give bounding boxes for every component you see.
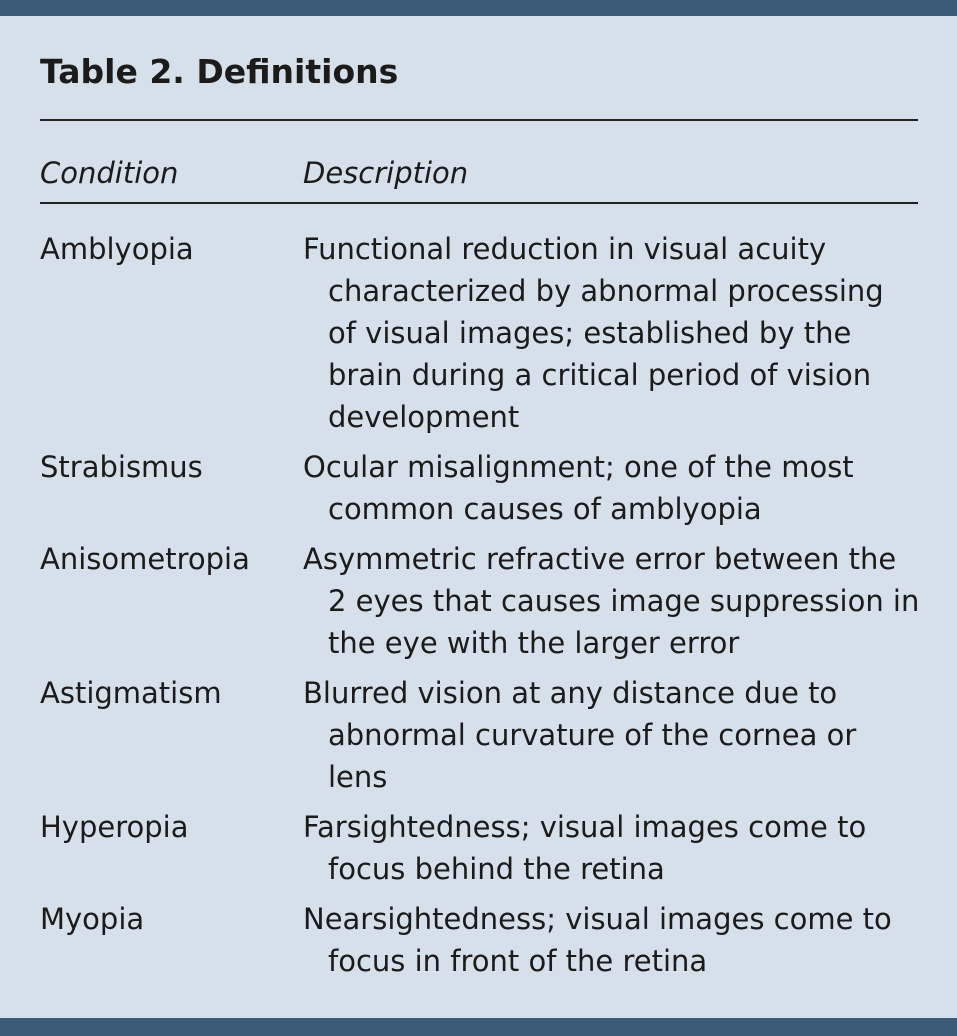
table-row [40, 446, 920, 530]
description-cell: Functional reduction in visual acuity characterized by abnormal processing of visual images; established by the brain during a critical period of vision development [303, 232, 884, 434]
column-header-condition: Condition [40, 156, 179, 190]
bottom-border-bar [0, 1018, 957, 1036]
title-divider [40, 119, 918, 121]
condition-cell: Amblyopia [40, 232, 194, 266]
condition-cell: Hyperopia [40, 810, 189, 844]
condition-cell: Strabismus [40, 450, 203, 484]
table-title: Table 2. Definitions [40, 52, 399, 91]
table-row [40, 538, 920, 664]
description-cell: Blurred vision at any distance due to abnormal curvature of the cornea or lens [303, 676, 857, 794]
table-row [40, 228, 920, 438]
table-row [40, 898, 920, 982]
description-cell: Nearsightedness; visual images come to focus in front of the retina [303, 902, 892, 978]
condition-cell: Anisometropia [40, 542, 250, 576]
definitions-table-body [40, 228, 920, 990]
condition-cell: Myopia [40, 902, 145, 936]
header-divider [40, 202, 918, 204]
condition-cell: Astigmatism [40, 676, 222, 710]
description-cell: Ocular misalignment; one of the most common causes of amblyopia [303, 450, 854, 526]
column-header-description: Description [303, 156, 469, 190]
description-cell: Farsightedness; visual images come to focus behind the retina [303, 810, 867, 886]
description-cell: Asymmetric refractive error between the 2 eyes that causes image suppression in the eye with the larger error [303, 542, 920, 660]
top-border-bar [0, 0, 957, 16]
table-row [40, 672, 920, 798]
table-row [40, 806, 920, 890]
